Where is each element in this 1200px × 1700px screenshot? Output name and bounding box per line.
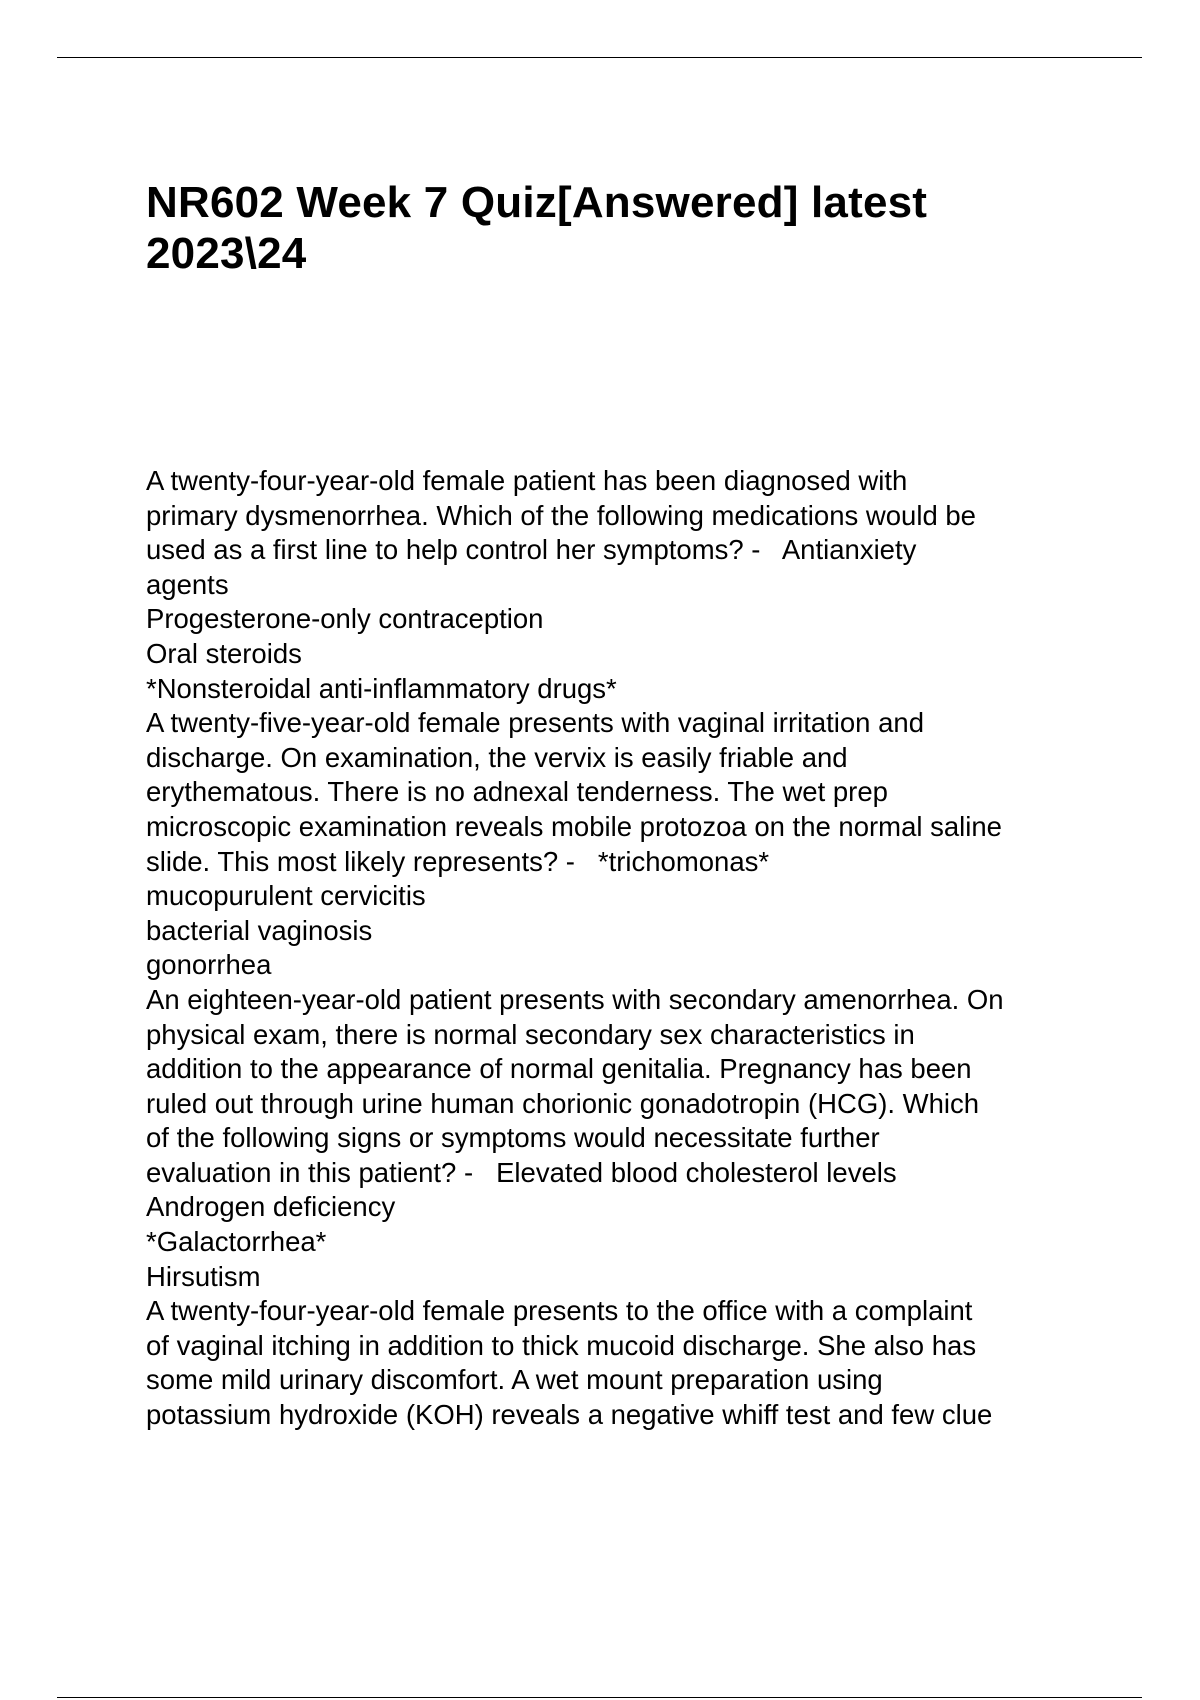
question-2-answer: slide. This most likely represents? - *trichomonas* — [146, 845, 770, 877]
bottom-divider — [57, 1697, 1142, 1698]
question-1-option: Oral steroids — [146, 637, 302, 669]
title-line: NR602 Week 7 Quiz[Answered] latest — [146, 178, 928, 227]
question-4-text: some mild urinary discomfort. A wet mount preparation using — [146, 1364, 883, 1396]
question-3-text: of the following signs or symptoms would necessitate further — [146, 1122, 880, 1154]
question-1-text: primary dysmenorrhea. Which of the following medications would be — [146, 499, 976, 531]
question-3-text: addition to the appearance of normal genitalia. Pregnancy has been — [146, 1053, 972, 1085]
question-1-option: agents — [146, 568, 229, 600]
question-2-text: erythematous. There is no adnexal tenderness. The wet prep — [146, 776, 888, 808]
question-2-option: bacterial vaginosis — [146, 914, 373, 946]
question-3-text: An eighteen-year-old patient presents with secondary amenorrhea. On — [146, 983, 1004, 1015]
question-3-text: ruled out through urine human chorionic gonadotropin (HCG). Which — [146, 1087, 980, 1119]
question-2-text: A twenty-five-year-old female presents with vaginal irritation and — [146, 707, 925, 739]
question-1-option: Progesterone-only contraception — [146, 603, 544, 635]
question-3-text: physical exam, there is normal secondary sex characteristics in — [146, 1018, 915, 1050]
top-divider — [57, 57, 1142, 58]
question-3-option: Hirsutism — [146, 1260, 261, 1292]
question-2-text: discharge. On examination, the vervix is easily friable and — [146, 741, 848, 773]
question-2-option: mucopurulent cervicitis — [146, 880, 426, 912]
question-3-answer: *Galactorrhea* — [146, 1226, 327, 1258]
question-2-option: gonorrhea — [146, 949, 272, 981]
document-title — [146, 177, 1106, 279]
question-2-text: microscopic examination reveals mobile protozoa on the normal saline — [146, 810, 1002, 842]
question-3-text: evaluation in this patient? - Elevated blood cholesterol levels — [146, 1156, 897, 1188]
title-line: 2023\24 — [146, 229, 307, 278]
question-4-text: potassium hydroxide (KOH) reveals a negative whiff test and few clue — [146, 1399, 993, 1431]
question-1-text: A twenty-four-year-old female patient has been diagnosed with — [146, 465, 908, 496]
question-4-text: of vaginal itching in addition to thick mucoid discharge. She also has — [146, 1329, 977, 1361]
quiz-content — [146, 464, 1106, 1433]
question-3-option: Androgen deficiency — [146, 1191, 396, 1223]
question-1-answer: *Nonsteroidal anti-inflammatory drugs* — [146, 672, 617, 704]
question-4-text: A twenty-four-year-old female presents to the office with a complaint — [146, 1295, 973, 1327]
question-1-text: used as a first line to help control her symptoms? - Antianxiety — [146, 534, 917, 566]
